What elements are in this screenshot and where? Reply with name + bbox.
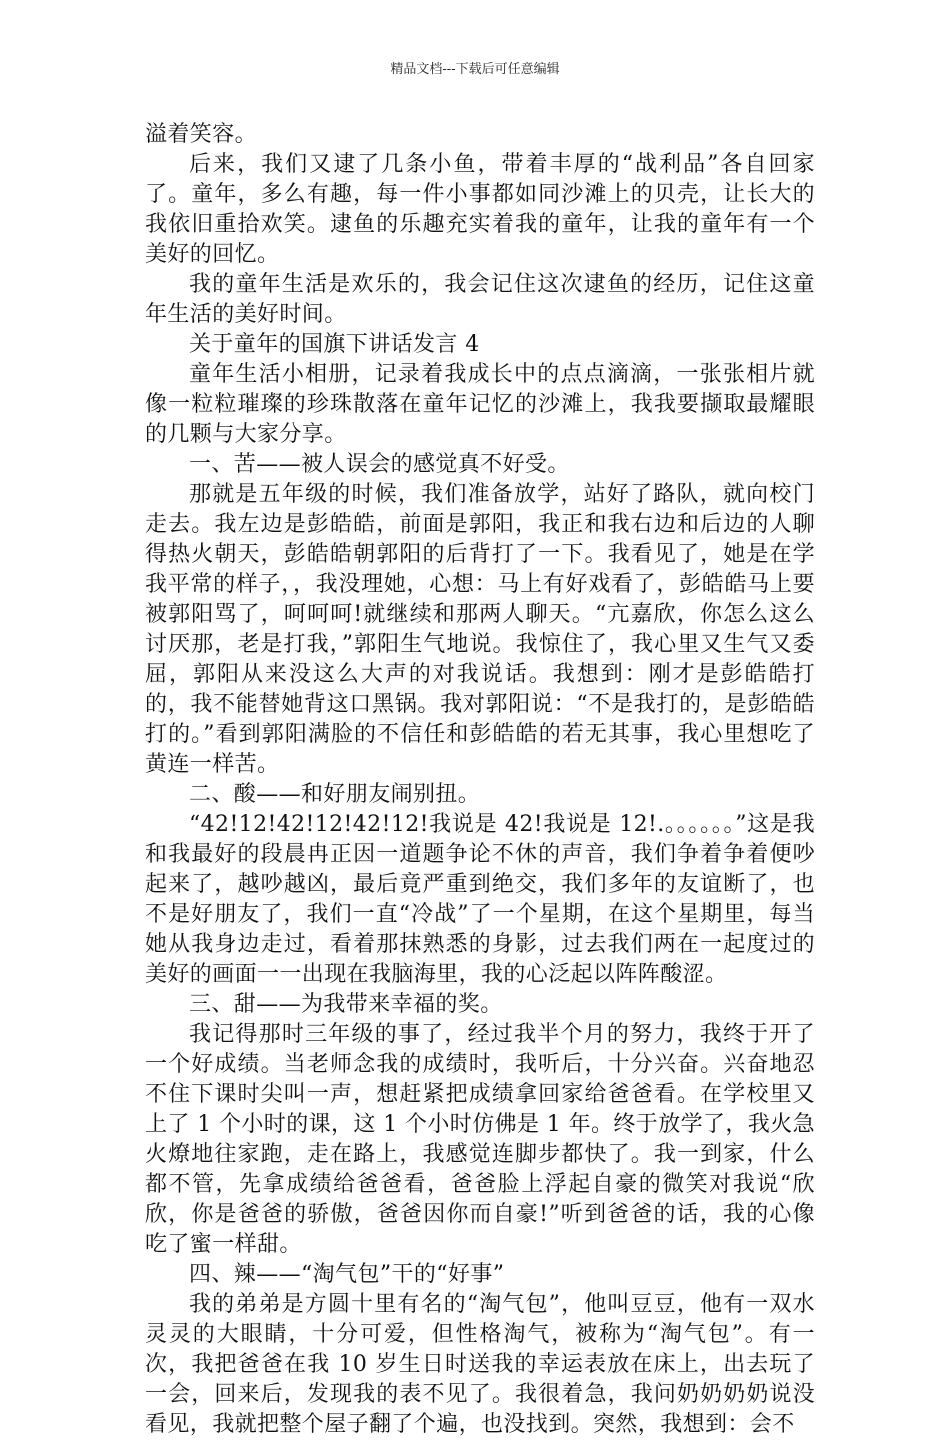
paragraph: 我的弟弟是方圆十里有名的“淘气包”，他叫豆豆，他有一双水灵灵的大眼睛，十分可爱，但性格淘气，被称为“淘气包”。有一次，我把爸爸在我 10 岁生日时送我的幸运表放在床上，出去玩了一会，回来后，发现我的表不见了。我很着急，我问奶奶奶奶说没看见，我就把整个屋子翻了个遍，也没找到。突然，我想到：会不	[145, 1292, 815, 1437]
subheading: 一、苦——被人误会的感觉真不好受。	[189, 452, 570, 477]
subheading: 二、酸——和好朋友闹别扭。	[189, 782, 481, 807]
section-heading: 关于童年的国旗下讲话发言 4	[189, 332, 480, 357]
paragraph: 溢着笑容。	[145, 122, 258, 147]
document-body	[145, 120, 815, 1440]
paragraph: “42!12!42!12!42!12!我说是 42!我说是 12!.。。。。。。”这是我和我最好的段晨冉正因一道题争论不休的声音，我们争着争着便吵起来了，越吵越凶，最后竟严重到绝交，我们多年的友谊断了，也不是好朋友了，我们一直“冷战”了一个星期，在这个星期里，每当她从我身边走过，看着那抹熟悉的身影，过去我们两在一起度过的美好的画面一一出现在我脑海里，我的心泛起以阵阵酸涩。	[145, 812, 815, 987]
paragraph: 我记得那时三年级的事了，经过我半个月的努力，我终于开了一个好成绩。当老师念我的成绩时，我听后，十分兴奋。兴奋地忍不住下课时尖叫一声，想赶紧把成绩拿回家给爸爸看。在学校里又上了 1 个小时的课，这 1 个小时仿佛是 1 年。终于放学了，我火急火燎地往家跑，走在路上，我感觉连脚步都快了。我一到家，什么都不管，先拿成绩给爸爸看，爸爸脸上浮起自豪的微笑对我说“欣欣，你是爸爸的骄傲，爸爸因你而自豪!”听到爸爸的话，我的心像吃了蜜一样甜。	[145, 1022, 815, 1257]
subheading: 四、辣——“淘气包”干的“好事”	[189, 1262, 505, 1287]
page-header: 精品文档---下载后可任意编辑	[390, 62, 560, 77]
paragraph: 那就是五年级的时候，我们准备放学，站好了路队，就向校门走去。我左边是彭皓皓，前面是郭阳，我正和我右边和后边的人聊得热火朝天，彭皓皓朝郭阳的后背打了一下。我看见了，她是在学我平常的样子，，我没理她，心想：马上有好戏看了，彭皓皓马上要被郭阳骂了，呵呵呵!就继续和那两人聊天。“亢嘉欣，你怎么这么讨厌那，老是打我，”郭阳生气地说。我惊住了，我心里又生气又委屈，郭阳从来没这么大声的对我说话。我想到：刚才是彭皓皓打的，我不能替她背这口黑锅。我对郭阳说：“不是我打的，是彭皓皓打的。”看到郭阳满脸的不信任和彭皓皓的若无其事，我心里想吃了黄连一样苦。	[145, 482, 815, 777]
paragraph: 后来，我们又逮了几条小鱼，带着丰厚的“战利品”各自回家了。童年，多么有趣，每一件小事都如同沙滩上的贝壳，让长大的我依旧重拾欢笑。逮鱼的乐趣充实着我的童年，让我的童年有一个美好的回忆。	[145, 152, 815, 267]
subheading: 三、甜——为我带来幸福的奖。	[189, 992, 503, 1017]
paragraph: 我的童年生活是欢乐的，我会记住这次逮鱼的经历，记住这童年生活的美好时间。	[145, 272, 815, 327]
paragraph: 童年生活小相册，记录着我成长中的点点滴滴，一张张相片就像一粒粒璀璨的珍珠散落在童年记忆的沙滩上，我我要撷取最耀眼的几颗与大家分享。	[145, 362, 815, 447]
